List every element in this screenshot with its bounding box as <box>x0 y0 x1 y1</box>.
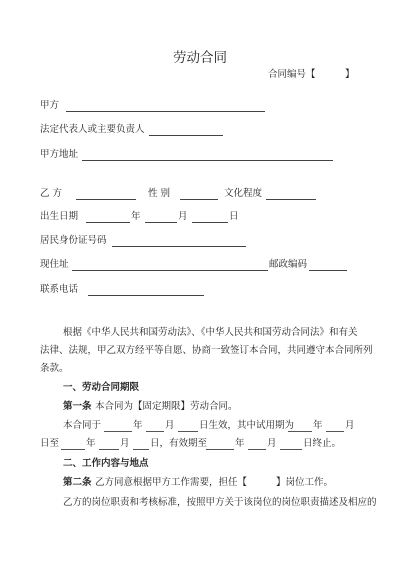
article-2-text-b: 】岗位工作。 <box>276 477 334 488</box>
term-a-p4: 日生效，其中试用期为 <box>199 420 295 431</box>
party-a-addr-label: 甲方地址 <box>40 149 79 160</box>
probation-year-field[interactable] <box>288 431 312 432</box>
address-field[interactable] <box>72 270 268 271</box>
term-a-p5: 年 <box>313 420 323 431</box>
phone-label: 联系电话 <box>40 284 79 295</box>
party-b-label: 乙 方 <box>40 188 63 199</box>
term-b-p2: 年 <box>86 438 96 449</box>
page-title: 劳动合同 <box>173 50 227 66</box>
contract-no-label: 合同编号【 <box>268 69 316 80</box>
term-b-p5: 年 <box>235 438 245 449</box>
end-day-field[interactable] <box>280 449 302 450</box>
phone-field[interactable] <box>88 295 204 296</box>
probation-end-year-field[interactable] <box>61 449 85 450</box>
party-a-addr-field[interactable] <box>82 160 333 161</box>
start-year-field[interactable] <box>104 431 132 432</box>
article-1-text: 本合同为【固定期限】劳动合同。 <box>95 401 238 412</box>
duty-line: 乙方的岗位职责和考核标准，按照甲方关于该岗位的岗位职责描述及相应的 <box>63 497 377 508</box>
party-b-field[interactable] <box>76 199 136 200</box>
intro-line-1: 根据《中华人民共和国劳动法》、《中华人民共和国劳动合同法》和有关 <box>63 327 358 338</box>
article-1-label: 第一条 <box>63 401 92 412</box>
end-year-field[interactable] <box>206 449 234 450</box>
zip-label: 邮政编码 <box>269 259 308 270</box>
term-b-p4: 日，有效期至 <box>150 438 208 449</box>
party-a-rep-field[interactable] <box>149 135 223 136</box>
section-1-heading: 一、劳动合同期限 <box>63 382 140 393</box>
start-day-field[interactable] <box>178 431 198 432</box>
gender-label: 性 别 <box>148 188 171 199</box>
contract-no-close: 】 <box>345 69 355 80</box>
probation-end-month-field[interactable] <box>99 449 119 450</box>
gender-field[interactable] <box>180 199 218 200</box>
intro-line-3: 条款。 <box>40 363 69 374</box>
party-a-label: 甲方 <box>40 100 60 111</box>
intro-line-2: 法律、法规，甲乙双方经平等自愿、协商一致签订本合同，共同遵守本合同所列 <box>40 345 373 356</box>
article-2-label: 第二条 <box>63 477 92 488</box>
start-month-field[interactable] <box>146 431 164 432</box>
probation-end-day-field[interactable] <box>133 449 149 450</box>
zip-field[interactable] <box>309 270 347 271</box>
term-b-p1: 日至 <box>40 438 60 449</box>
party-a-rep-label: 法定代表人或主要负责人 <box>40 124 145 135</box>
education-label: 文化程度 <box>224 188 263 199</box>
birth-year-field[interactable] <box>86 222 130 223</box>
address-label: 现住址 <box>40 259 69 270</box>
term-b-p3: 月 <box>120 438 130 449</box>
end-month-field[interactable] <box>248 449 266 450</box>
birth-day-suffix: 日 <box>229 211 239 222</box>
term-a-p1: 本合同于 <box>63 420 102 431</box>
probation-month-field[interactable] <box>326 431 344 432</box>
term-a-p2: 年 <box>133 420 143 431</box>
birth-month-field[interactable] <box>145 222 177 223</box>
birth-label: 出生日期 <box>40 211 79 222</box>
section-2-heading: 二、工作内容与地点 <box>63 458 149 469</box>
birth-year-suffix: 年 <box>131 211 141 222</box>
birth-month-suffix: 月 <box>178 211 188 222</box>
term-a-p3: 月 <box>165 420 175 431</box>
party-a-field[interactable] <box>66 111 265 112</box>
education-field[interactable] <box>266 199 316 200</box>
article-2-text-a: 乙方同意根据甲方工作需要，担任【 <box>95 477 248 488</box>
term-b-p7: 日终止。 <box>303 438 342 449</box>
id-field[interactable] <box>112 246 246 247</box>
term-b-p6: 月 <box>267 438 277 449</box>
birth-day-field[interactable] <box>192 222 228 223</box>
term-a-p6: 月 <box>345 420 355 431</box>
id-label: 居民身份证号码 <box>40 235 107 246</box>
